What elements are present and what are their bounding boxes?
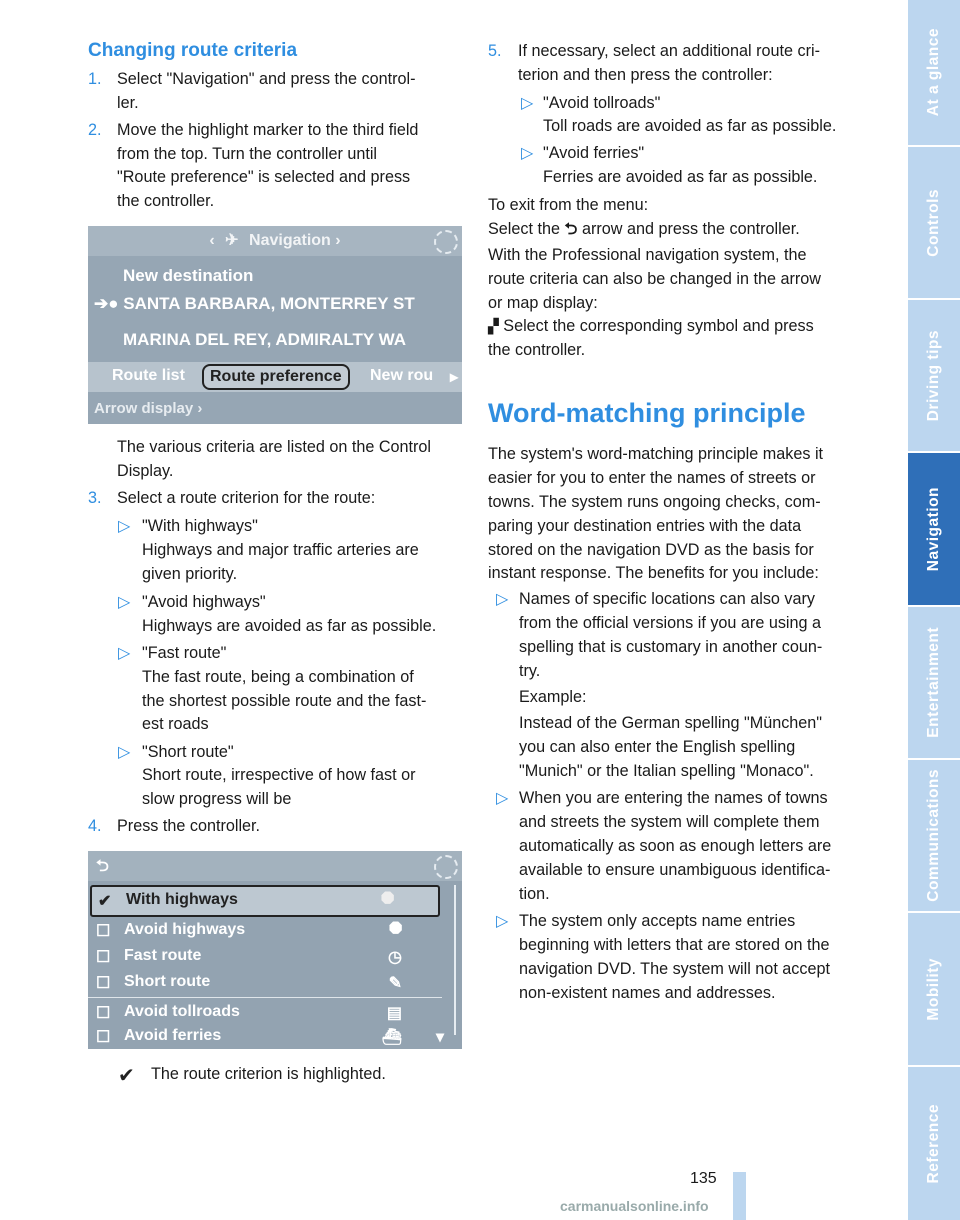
bullet-icon: ▷ <box>118 594 131 611</box>
bullet-text: "Avoid ferries" <box>543 144 645 162</box>
checkbox-icon: ☐ <box>96 1005 111 1022</box>
bullet-text: try. <box>519 662 541 680</box>
sidebar-tab-label: At a glance <box>925 28 942 117</box>
checkbox-icon: ☐ <box>96 975 111 992</box>
footer-watermark: carmanualsonline.info <box>560 1198 709 1214</box>
bullet-text: available to ensure unambiguous identifica- <box>519 861 831 879</box>
bullet-text: non-existent names and addresses. <box>519 984 776 1002</box>
menu-item-label: Avoid ferries <box>124 1027 222 1044</box>
menu-item-label: Avoid tollroads <box>124 1003 240 1020</box>
sidebar-tab-communications[interactable] <box>908 760 960 913</box>
step-number: 5. <box>488 42 502 60</box>
bullet-icon: ▷ <box>496 790 509 807</box>
pencil-icon: ✎ <box>388 975 402 992</box>
menu-item-label: SANTA BARBARA, MONTERREY ST <box>123 294 415 313</box>
checkbox-icon: ☐ <box>96 1029 111 1046</box>
bullet-text: Instead of the German spelling "München" <box>519 714 823 732</box>
bullet-text: you can also enter the English spelling <box>519 738 796 756</box>
bullet-text: tion. <box>519 885 550 903</box>
screen-title: Navigation <box>249 232 331 249</box>
tab-new-route: New rou <box>370 367 434 384</box>
toll-icon: ▤ <box>386 1005 402 1022</box>
step-text: Select a route criterion for the route: <box>117 489 376 507</box>
step-text: from the top. Turn the controller until <box>117 145 378 163</box>
paragraph-line: paring your destination entries with the data <box>488 517 802 535</box>
chapter-sidebar <box>908 0 960 1220</box>
paragraph-line: stored on the navigation DVD as the basis for <box>488 541 814 559</box>
ferry-icon: ⛴ <box>381 1029 402 1046</box>
paragraph-line: To exit from the menu: <box>488 196 649 214</box>
arrow-icon: ➔● <box>94 294 119 313</box>
clock-icon: ◷ <box>388 949 402 966</box>
route-preference-screen-image <box>88 851 462 1049</box>
bullet-text: "Avoid tollroads" <box>543 94 661 112</box>
paragraph-line: instant response. The benefits for you include: <box>488 564 819 582</box>
bullet-text: Names of specific locations can also vary <box>519 590 815 608</box>
menu-item-label: With highways <box>126 891 238 908</box>
menu-item-label: Avoid highways <box>124 921 246 938</box>
checkmark-icon: ✔ <box>118 1065 135 1087</box>
chevron-right-icon: › <box>335 232 341 249</box>
step-text: the controller. <box>117 192 215 210</box>
sidebar-tab-label: Controls <box>925 188 942 257</box>
step-text: ler. <box>117 94 139 112</box>
sidebar-tab-at-a-glance[interactable] <box>908 0 960 147</box>
sidebar-tab-entertainment[interactable] <box>908 607 960 760</box>
bullet-text: spelling that is customary in another coun- <box>519 638 823 656</box>
step-text: Move the highlight marker to the third field <box>117 121 419 139</box>
paragraph-line: With the Professional navigation system, the <box>488 246 807 264</box>
page-marker <box>733 1172 746 1220</box>
left-section-heading: Changing route criteria <box>88 40 298 61</box>
step-text: Press the controller. <box>117 817 261 835</box>
checkmark-icon: ✔ <box>98 893 112 910</box>
menu-item-label: Fast route <box>124 947 202 964</box>
menu-item: New destination <box>123 266 254 285</box>
bullet-text: "Avoid highways" <box>142 593 266 611</box>
step-text: Select "Navigation" and press the control- <box>117 70 416 88</box>
bullet-text: est roads <box>142 715 209 733</box>
bullet-text: given priority. <box>142 565 238 583</box>
paragraph-line: the controller. <box>488 341 586 359</box>
step-text: terion and then press the controller: <box>518 66 773 84</box>
bullet-icon: ▷ <box>118 645 131 662</box>
bullet-text: and streets the system will complete them <box>519 813 820 831</box>
checkbox-icon: ☐ <box>96 949 111 966</box>
bullet-text: automatically as soon as enough letters are <box>519 837 832 855</box>
bullet-text: beginning with letters that are stored on the <box>519 936 830 954</box>
bullet-text: Highways and major traffic arteries are <box>142 541 419 559</box>
bullet-text: When you are entering the names of towns <box>519 789 828 807</box>
bullet-text: "Short route" <box>142 743 234 761</box>
sidebar-tab-label: Navigation <box>925 486 942 572</box>
paragraph-line: easier for you to enter the names of streets or <box>488 469 816 487</box>
paragraph-line <box>488 315 814 339</box>
route-criteria-icon: ▞ <box>488 318 499 334</box>
chevron-left-icon: ‹ <box>209 232 215 249</box>
paragraph-line: or map display: <box>488 294 598 312</box>
bullet-icon: ▷ <box>496 913 509 930</box>
scrollbar <box>454 885 456 1035</box>
bullet-text: the shortest possible route and the fast- <box>142 692 427 710</box>
bullet-text: "Munich" or the Italian spelling "Monaco". <box>519 762 814 780</box>
navigation-icon: ✈ <box>225 232 239 249</box>
text-span: Select the <box>488 220 560 238</box>
sidebar-tab-driving-tips[interactable] <box>908 300 960 453</box>
bullet-text: navigation DVD. The system will not accept <box>519 960 831 978</box>
bullet-icon: ▷ <box>118 744 131 761</box>
step-number: 4. <box>88 817 102 835</box>
back-arrow-icon: ⮌ <box>96 858 109 875</box>
paragraph-line <box>488 218 800 242</box>
section-heading: Word-matching principle <box>488 398 806 428</box>
chevron-right-icon: ▸ <box>449 369 458 386</box>
sidebar-tab-label: Mobility <box>925 957 942 1021</box>
menu-item <box>94 294 462 314</box>
sidebar-tab-controls[interactable] <box>908 147 960 300</box>
image-caption: The route criterion is highlighted. <box>151 1065 386 1083</box>
bullet-text: The fast route, being a combination of <box>142 668 414 686</box>
scroll-icon <box>434 230 458 254</box>
tab-route-list: Route list <box>112 367 185 384</box>
bullet-text: Ferries are avoided as far as possible. <box>543 168 818 186</box>
sidebar-tab-label: Reference <box>925 1103 942 1184</box>
step-number: 3. <box>88 489 102 507</box>
tab-route-preference: Route preference <box>202 364 350 390</box>
bullet-text: from the official versions if you are using a <box>519 614 822 632</box>
sidebar-tab-reference[interactable] <box>908 1067 960 1220</box>
paragraph-line: The system's word-matching principle makes it <box>488 445 824 463</box>
text-span: Select the corresponding symbol and press <box>503 317 814 335</box>
step-text: "Route preference" is selected and press <box>117 168 411 186</box>
text-span: arrow and press the controller. <box>581 220 800 238</box>
chevron-down-icon: ▾ <box>435 1029 444 1046</box>
sidebar-tab-navigation[interactable] <box>908 453 960 607</box>
navigation-screen-image <box>88 226 462 424</box>
back-arrow-icon: ⮌ <box>564 220 578 238</box>
step-number: 2. <box>88 121 102 139</box>
scroll-icon <box>434 855 458 879</box>
bullet-text: slow progress will be <box>142 790 292 808</box>
sidebar-tab-label: Driving tips <box>925 329 942 422</box>
bullet-text: "Fast route" <box>142 644 227 662</box>
highway-icon: ⯃ <box>381 891 394 908</box>
menu-item-label: Arrow display <box>94 400 194 417</box>
paragraph-line: towns. The system runs ongoing checks, com- <box>488 493 821 511</box>
checkbox-icon: ☐ <box>96 923 111 940</box>
step-text: If necessary, select an additional route cri- <box>518 42 821 60</box>
bullet-text: Short route, irrespective of how fast or <box>142 766 416 784</box>
menu-item: MARINA DEL REY, ADMIRALTY WA <box>123 330 407 349</box>
menu-item-label: Short route <box>124 973 211 990</box>
page-number: 135 <box>690 1170 717 1187</box>
paragraph-line: route criteria can also be changed in the arrow <box>488 270 821 288</box>
bullet-icon: ▷ <box>496 591 509 608</box>
bullet-text: Example: <box>519 688 587 706</box>
paragraph-line: Display. <box>117 462 174 480</box>
menu-item: Arrow display › <box>94 400 203 417</box>
bullet-text: Highways are avoided as far as possible. <box>142 617 437 635</box>
avoid-highway-icon: ⯃ <box>389 921 402 938</box>
bullet-icon: ▷ <box>521 95 534 112</box>
bullet-icon: ▷ <box>521 145 534 162</box>
sidebar-tab-label: Communications <box>925 769 942 902</box>
bullet-text: The system only accepts name entries <box>519 912 796 930</box>
sidebar-tab-label: Entertainment <box>925 627 942 738</box>
bullet-text: "With highways" <box>142 517 258 535</box>
paragraph-line: The various criteria are listed on the Control <box>117 438 432 456</box>
step-number: 1. <box>88 70 102 88</box>
sidebar-tab-mobility[interactable] <box>908 913 960 1067</box>
bullet-text: Toll roads are avoided as far as possible. <box>543 117 837 135</box>
bullet-icon: ▷ <box>118 518 131 535</box>
